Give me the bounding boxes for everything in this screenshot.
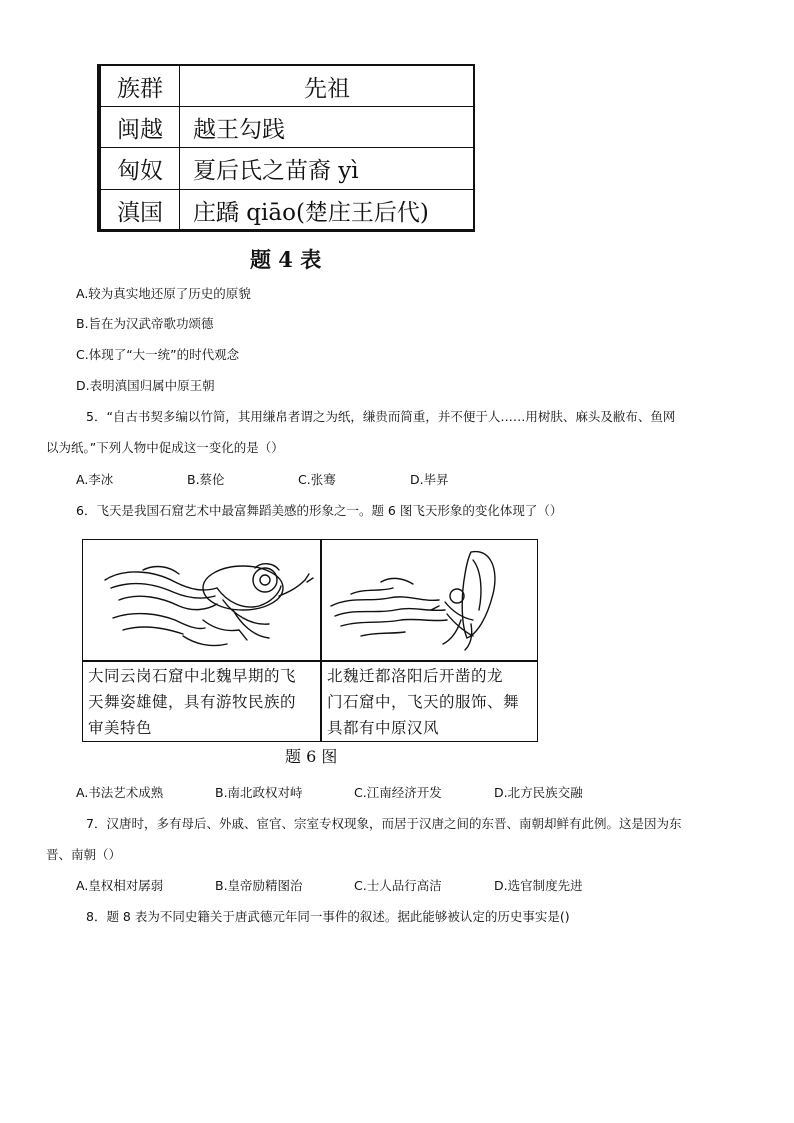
figure-divider (320, 540, 322, 741)
option-text: C.士人品行高洁 (354, 878, 442, 893)
option-text: D.表明滇国归属中原王朝 (76, 378, 215, 393)
yungang-apsara-drawing (83, 540, 319, 660)
table-cell: 庄蹻 qiāo(楚庄王后代) (193, 200, 429, 226)
caption-line: 大同云岗石窟中北魏早期的飞 (88, 667, 297, 685)
caption-line: 具都有中原汉风 (327, 719, 440, 737)
table-row (101, 190, 473, 231)
table-cell: 匈奴 (101, 148, 180, 189)
option-text: D.选官制度先进 (494, 878, 583, 893)
table-caption: 题 4 表 (250, 247, 322, 272)
option-text: D.毕昇 (410, 472, 449, 487)
left-caption (88, 663, 318, 741)
option-text: B.蔡伦 (187, 472, 225, 487)
option-text: A.较为真实地还原了历史的原貌 (76, 286, 251, 301)
option-text: A.书法艺术成熟 (76, 785, 164, 800)
option-text: B.旨在为汉武帝歌功颂德 (76, 316, 214, 331)
question-text: 7．汉唐时，多有母后、外戚、宦官、宗室专权现象，而居于汉唐之间的东晋、南朝却鲜有此例。这是因为东 (86, 816, 682, 831)
figure-caption: 题 6 图 (285, 747, 338, 766)
option-text: A.李冰 (76, 472, 114, 487)
table-cell: 闽越 (101, 107, 180, 147)
option-text: C.体现了“大一统”的时代观念 (76, 347, 240, 362)
right-caption (327, 663, 537, 741)
caption-line: 天舞姿雄健，具有游牧民族的 (88, 693, 297, 711)
figure-divider (83, 660, 537, 662)
question-text: 8．题 8 表为不同史籍关于唐武德元年同一事件的叙述。据此能够被认定的历史事实是() (86, 909, 570, 924)
table-header-row (101, 66, 473, 107)
caption-line: 审美特色 (88, 719, 153, 737)
option-text: B.南北政权对峙 (215, 785, 303, 800)
caption-line: 北魏迁都洛阳后开凿的龙 (327, 667, 504, 685)
feitian-figure (82, 539, 538, 742)
table-cell: 滇国 (101, 190, 180, 231)
option-text: C.张骞 (298, 472, 336, 487)
question-text: 以为纸。”下列人物中促成这一变化的是（） (46, 440, 284, 455)
table-cell: 越王勾践 (193, 116, 285, 143)
longmen-apsara-drawing (321, 540, 537, 660)
table-row (101, 107, 473, 148)
caption-line: 门石窟中，飞天的服饰、舞 (327, 693, 520, 711)
option-text: D.北方民族交融 (494, 785, 583, 800)
table-cell: 夏后氏之苗裔 yì (193, 158, 359, 184)
table-row (101, 148, 473, 190)
option-text: C.江南经济开发 (354, 785, 442, 800)
question-text: 6．飞天是我国石窟艺术中最富舞蹈美感的形象之一。题 6 图飞天形象的变化体现了（） (76, 503, 563, 518)
question-text: 晋、南朝（） (46, 847, 122, 862)
question-text: 5．“自古书契多编以竹简，其用缣帛者谓之为纸，缣贵而简重，并不便于人……用树肤、麻头及敝布、鱼网 (86, 409, 676, 424)
table-header-cell: 先祖 (304, 75, 350, 102)
option-text: A.皇权相对孱弱 (76, 878, 164, 893)
option-text: B.皇帝励精图治 (215, 878, 303, 893)
table-header-cell: 族群 (101, 66, 180, 106)
ancestry-table (99, 64, 475, 232)
